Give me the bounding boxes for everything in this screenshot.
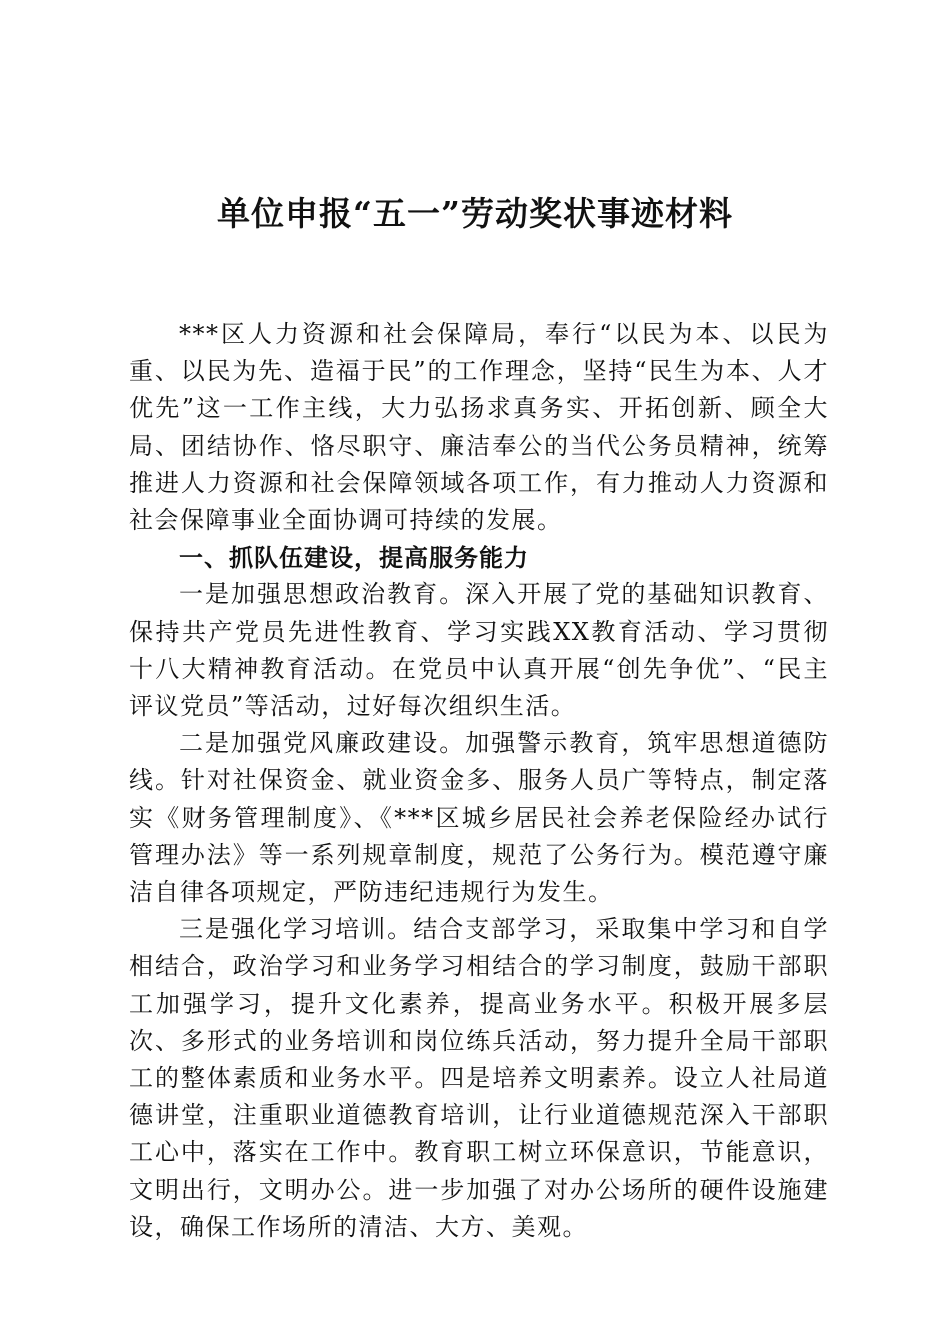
paragraph-text: 结合支部学习，采取集中学习和自学相结合，政治学习和业务学习相结合的学习制度，鼓励干部职工加强学习，提升文化素养，提高业务水平。积极开展多层次、多形式的业务培训和岗位练兵活动，努力提升全局干部职工的整体素质和业务水平。四是培养文明素养。设立人社局道德讲堂，注重职业道德教育培训，让行业道德规范深入干部职工心中，落实在工作中。教育职工树立环保意识，节能意识，文明出行，文明办公。进一步加强了对办公场所的硬件设施建设，确保工作场所的清洁、大方、美观。	[129, 915, 829, 1241]
paragraph-text: 深入开展了党的基础知识教育、保持共产党员先进性教育、学习实践XX教育活动、学习贯彻十八大精神教育活动。在党员中认真开展“创先争优”、“民主评议党员”等活动，过好每次组织生活。	[129, 580, 830, 721]
paragraph-integrity-building	[129, 725, 829, 911]
paragraph-lead: 三是强化学习培训。	[179, 915, 414, 944]
document-title: 单位申报“五一”劳动奖状事迹材料	[217, 194, 733, 233]
paragraph-lead: 一是加强思想政治教育。	[179, 580, 466, 609]
paragraph-lead: 二是加强党风廉政建设。	[179, 729, 466, 758]
paragraph-learning-training	[129, 911, 829, 1246]
section-heading-1: 一、抓队伍建设，提高服务能力	[179, 543, 529, 573]
document-body	[129, 316, 829, 1246]
paragraph-ideological-education	[129, 576, 829, 725]
intro-paragraph: ***区人力资源和社会保障局，奉行“以民为本、以民为重、以民为先、造福于民”的工作理念，坚持“民生为本、人才优先”这一工作主线，大力弘扬求真务实、开拓创新、顾全大局、团结协作、恪尽职守、廉洁奉公的当代公务员精神，统筹推进人力资源和社会保障领域各项工作，有力推动人力资源和社会保障事业全面协调可持续的发展。	[129, 320, 829, 535]
paragraph-text: 加强警示教育，筑牢思想道德防线。针对社保资金、就业资金多、服务人员广等特点，制定落实《财务管理制度》、《***区城乡居民社会养老保险经办试行管理办法》等一系列规章制度，规范了公务行为。模范遵守廉洁自律各项规定，严防违纪违规行为发生。	[129, 729, 830, 907]
